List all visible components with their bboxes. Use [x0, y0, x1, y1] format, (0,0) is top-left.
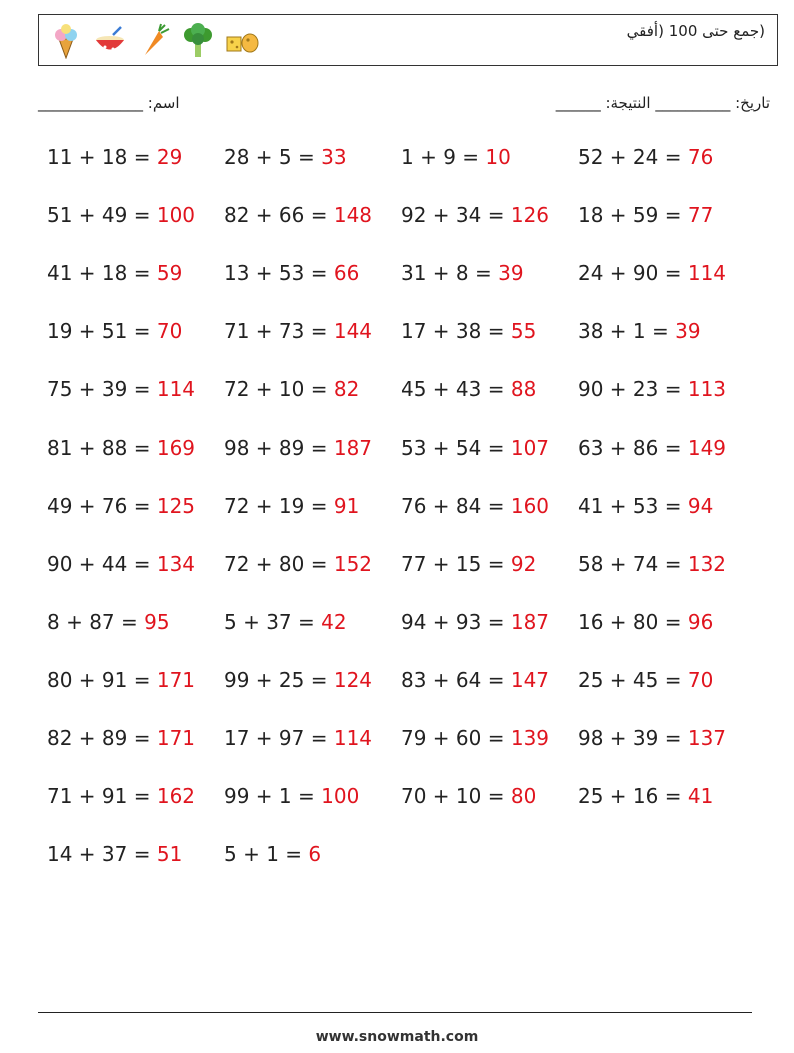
problem-expression: 41 + 53 =	[578, 493, 688, 518]
problem-expression: 45 + 43 =	[401, 377, 511, 402]
problem-expression: 11 + 18 =	[47, 145, 157, 169]
name-field-label: اسم: ______________	[38, 94, 180, 112]
problem-expression: 79 + 60 =	[401, 726, 511, 750]
problem-item	[578, 319, 701, 343]
worksheet-title: (جمع حتى 100 (أفقي	[626, 22, 765, 40]
problem-answer: 139	[510, 726, 550, 750]
problem-item	[224, 552, 372, 576]
problem-item	[47, 552, 195, 576]
problem-answer: 187	[333, 435, 373, 460]
problem-item	[224, 145, 347, 169]
problem-expression: 80 + 91 =	[47, 667, 157, 692]
problem-item	[401, 377, 536, 401]
problem-expression: 98 + 89 =	[224, 435, 334, 460]
problem-expression: 72 + 19 =	[224, 493, 334, 518]
problem-answer: 152	[333, 551, 373, 576]
problem-answer: 39	[675, 319, 701, 344]
problem-expression: 17 + 38 =	[401, 319, 511, 344]
problem-item	[401, 494, 549, 518]
problem-item	[47, 436, 195, 460]
problem-answer: 148	[333, 203, 373, 228]
problem-answer: 88	[510, 377, 537, 402]
footer-url: www.snowmath.com	[315, 1029, 479, 1045]
problem-answer: 134	[156, 551, 196, 576]
problem-expression: 83 + 64 =	[401, 667, 511, 692]
problem-item	[47, 784, 195, 808]
problem-expression: 31 + 8 =	[401, 261, 499, 286]
problem-expression: 92 + 34 =	[401, 203, 511, 228]
problem-answer: 80	[510, 784, 537, 809]
bowl-icon	[93, 23, 127, 59]
problem-item	[224, 842, 321, 866]
problem-expression: 52 + 24 =	[578, 145, 688, 169]
carrot-icon	[137, 23, 171, 59]
problem-item	[47, 668, 195, 692]
problem-answer: 187	[510, 609, 550, 634]
problem-expression: 70 + 10 =	[401, 784, 511, 809]
problem-answer: 114	[687, 261, 727, 286]
problem-item	[224, 726, 372, 750]
problem-item	[578, 610, 713, 634]
problem-item	[47, 319, 182, 343]
problem-expression: 99 + 1 =	[224, 784, 322, 809]
problem-item	[401, 203, 549, 227]
problem-answer: 96	[687, 609, 714, 634]
date-score-label: ______ :تاريخ: __________ النتيجة	[555, 94, 770, 112]
problem-expression: 71 + 73 =	[224, 319, 334, 344]
problem-item	[578, 377, 726, 401]
problem-answer: 76	[687, 145, 714, 169]
problem-expression: 5 + 37 =	[224, 609, 322, 634]
problem-expression: 51 + 49 =	[47, 203, 157, 228]
problem-expression: 90 + 23 =	[578, 377, 688, 402]
problem-answer: 162	[156, 784, 196, 809]
problem-answer: 95	[144, 609, 170, 634]
problem-answer: 94	[687, 493, 714, 518]
problem-answer: 42	[321, 609, 347, 634]
problem-item	[401, 145, 511, 169]
problem-expression: 19 + 51 =	[47, 319, 157, 344]
problem-answer: 70	[687, 667, 714, 692]
problem-expression: 58 + 74 =	[578, 551, 688, 576]
problem-item	[401, 726, 549, 750]
problem-item	[401, 668, 549, 692]
problem-answer: 66	[333, 261, 360, 286]
problem-item	[578, 145, 713, 169]
problem-expression: 72 + 10 =	[224, 377, 334, 402]
problem-item	[224, 610, 347, 634]
header-box	[38, 14, 778, 66]
problem-answer: 33	[321, 145, 347, 169]
problem-answer: 82	[333, 377, 360, 402]
problem-item	[578, 494, 713, 518]
problem-expression: 17 + 97 =	[224, 726, 334, 750]
problem-answer: 10	[485, 145, 511, 169]
problem-item	[578, 668, 713, 692]
problem-answer: 41	[687, 784, 714, 809]
problem-expression: 71 + 91 =	[47, 784, 157, 809]
problem-answer: 91	[333, 493, 360, 518]
problem-expression: 82 + 66 =	[224, 203, 334, 228]
problem-expression: 90 + 44 =	[47, 551, 157, 576]
problem-item	[578, 261, 726, 285]
problem-answer: 92	[510, 551, 537, 576]
problem-item	[47, 726, 195, 750]
problem-answer: 51	[156, 842, 183, 867]
problem-item	[224, 494, 359, 518]
problem-expression: 24 + 90 =	[578, 261, 688, 286]
problem-item	[578, 726, 726, 750]
problem-item	[47, 261, 182, 285]
problem-answer: 107	[510, 435, 550, 460]
problem-item	[224, 784, 359, 808]
problem-item	[578, 203, 713, 227]
problem-answer: 132	[687, 551, 727, 576]
problem-item	[224, 319, 372, 343]
problem-answer: 59	[156, 261, 183, 286]
footer-divider	[38, 1012, 752, 1013]
problem-expression: 63 + 86 =	[578, 435, 688, 460]
problem-answer: 114	[333, 726, 373, 750]
problem-expression: 72 + 80 =	[224, 551, 334, 576]
problem-answer: 6	[308, 842, 322, 867]
problem-expression: 14 + 37 =	[47, 842, 157, 867]
problem-expression: 1 + 9 =	[401, 145, 486, 169]
problem-answer: 144	[333, 319, 373, 344]
problem-expression: 81 + 88 =	[47, 435, 157, 460]
problem-expression: 76 + 84 =	[401, 493, 511, 518]
problem-answer: 70	[156, 319, 183, 344]
problem-item	[47, 377, 195, 401]
problem-answer: 169	[156, 435, 196, 460]
problem-expression: 8 + 87 =	[47, 609, 145, 634]
problem-item	[47, 494, 195, 518]
problem-item	[47, 145, 182, 169]
problem-item	[401, 610, 549, 634]
problem-item	[224, 377, 359, 401]
icon-strip	[49, 21, 259, 61]
problem-expression: 13 + 53 =	[224, 261, 334, 286]
problem-answer: 137	[687, 726, 727, 750]
problem-item	[401, 261, 524, 285]
problem-expression: 25 + 16 =	[578, 784, 688, 809]
problem-answer: 55	[510, 319, 537, 344]
problem-item	[578, 552, 726, 576]
problem-expression: 99 + 25 =	[224, 667, 334, 692]
problem-item	[224, 668, 372, 692]
problem-answer: 126	[510, 203, 550, 228]
problem-answer: 124	[333, 667, 373, 692]
problem-expression: 28 + 5 =	[224, 145, 322, 169]
problem-expression: 38 + 1 =	[578, 319, 676, 344]
broccoli-icon	[181, 23, 215, 59]
problem-answer: 171	[156, 667, 196, 692]
problem-item	[578, 784, 713, 808]
problem-item	[401, 319, 536, 343]
problem-item	[401, 552, 536, 576]
problem-answer: 149	[687, 435, 727, 460]
problem-item	[401, 436, 549, 460]
problem-answer: 125	[156, 493, 196, 518]
problem-expression: 18 + 59 =	[578, 203, 688, 228]
problem-item	[224, 261, 359, 285]
problem-item	[47, 842, 182, 866]
problem-expression: 25 + 45 =	[578, 667, 688, 692]
cheese-icon	[225, 23, 259, 59]
problem-item	[47, 610, 170, 634]
problem-answer: 29	[156, 145, 183, 169]
problem-expression: 82 + 89 =	[47, 726, 157, 750]
problem-expression: 98 + 39 =	[578, 726, 688, 750]
problem-answer: 113	[687, 377, 727, 402]
problem-expression: 49 + 76 =	[47, 493, 157, 518]
problem-answer: 39	[498, 261, 524, 286]
problem-item	[224, 436, 372, 460]
problem-answer: 147	[510, 667, 550, 692]
problem-expression: 5 + 1 =	[224, 842, 309, 867]
problem-item	[47, 203, 195, 227]
problem-expression: 16 + 80 =	[578, 609, 688, 634]
ice-cream-icon	[49, 23, 83, 59]
problem-item	[224, 203, 372, 227]
problem-expression: 77 + 15 =	[401, 551, 511, 576]
problem-expression: 75 + 39 =	[47, 377, 157, 402]
problem-answer: 114	[156, 377, 196, 402]
problem-answer: 171	[156, 726, 196, 750]
problem-item	[401, 784, 536, 808]
problem-answer: 100	[156, 203, 196, 228]
problem-expression: 41 + 18 =	[47, 261, 157, 286]
problem-item	[578, 436, 726, 460]
problem-expression: 53 + 54 =	[401, 435, 511, 460]
problem-answer: 77	[687, 203, 714, 228]
problem-answer: 160	[510, 493, 550, 518]
problem-answer: 100	[321, 784, 360, 809]
problem-expression: 94 + 93 =	[401, 609, 511, 634]
